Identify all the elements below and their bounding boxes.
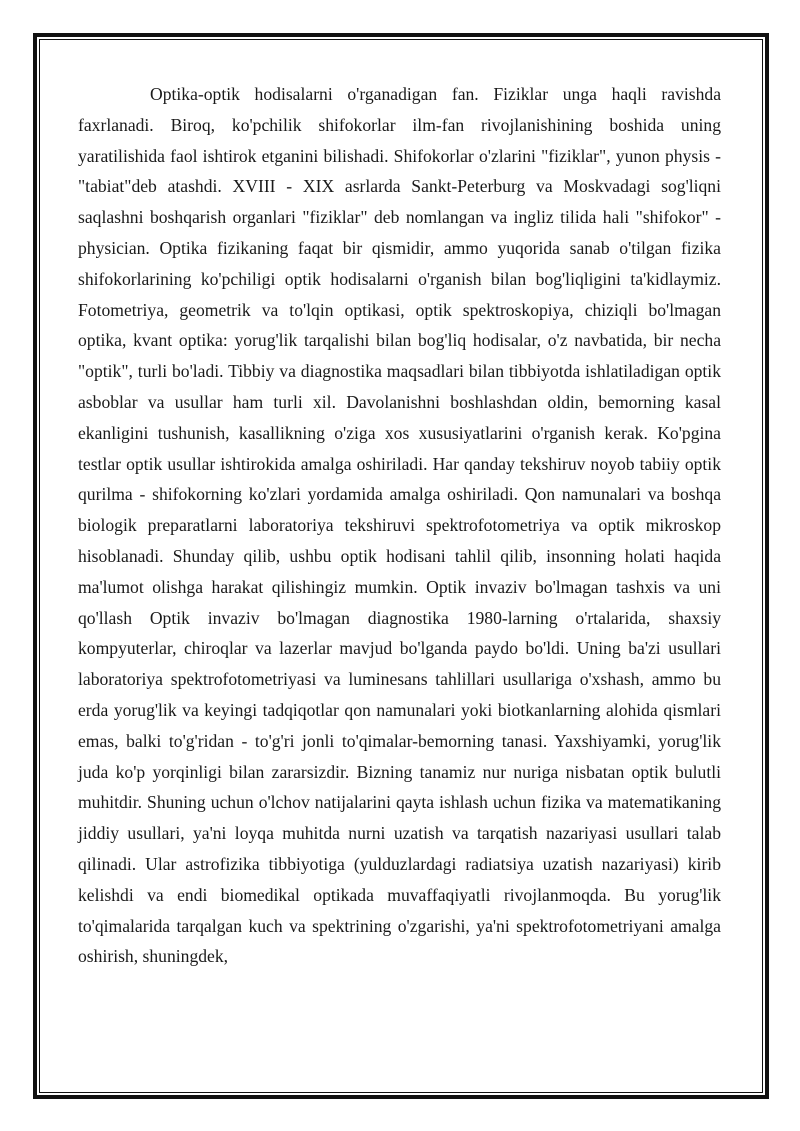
body-paragraph: Optika-optik hodisalarni o'rganadigan fan. Fiziklar unga haqli ravishda faxrlanadi. Biroq, ko'pchilik shifokorlar ilm-fan rivojlanishining boshida uning yaratilishida faol ishtirok etganini bilishadi. Shifokorlar o'zlarini "fiziklar", yunon physis - "tabiat"deb atashdi. XVIII - XIX asrlarda Sankt-Peterburg va Moskvadagi sog'liqni saqlashni boshqarish organlari "fiziklar" deb nomlangan va ingliz tilida hali "shifokor" - physician. Optika fizikaning faqat bir qismidir, ammo yuqorida sanab o'tilgan fizika shifokorlarining ko'pchiligi optik hodisalarni o'rganish bilan bog'liqligini ta'kidlaymiz. Fotometriya, geometrik va to'lqin optikasi, optik spektroskopiya, chiziqli bo'lmagan optika, kvant optika: yorug'lik tarqalishi bilan bog'liq hodisalar, o'z navbatida, bir necha "optik", turli bo'ladi. Tibbiy va diagnostika maqsadlari bilan tibbiyotda ishlatiladigan optik asboblar va usullar ham turli xil. Davolanishni boshlashdan oldin, bemorning kasal ekanligini tushunish, kasallikning o'ziga xos xususiyatlarini o'rganish kerak. Ko'pgina testlar optik usullar ishtirokida amalga oshiriladi. Har qanday tekshiruv noyob tabiiy optik qurilma - shifokorning ko'zlari yordamida amalga oshiriladi. Qon namunalari va boshqa biologik preparatlarni laboratoriya tekshiruvi spektrofotometriya va optik mikroskop hisoblanadi. Shunday qilib, ushbu optik hodisani tahlil qilib, insonning holati haqida ma'lumot olishga harakat qilishingiz mumkin. Optik invaziv bo'lmagan tashxis va uni qo'llash Optik invaziv bo'lmagan diagnostika 1980-larning o'rtalarida, shaxsiy kompyuterlar, chiroqlar va lazerlar mavjud bo'lganda paydo bo'ldi. Uning ba'zi usullari laboratoriya spektrofotometriyasi va luminesans tahlillari usullariga o'xshash, ammo bu erda yorug'lik va keyingi tadqiqotlar qon namunalari yoki biotkanlarning alohida qismlari emas, balki to'g'ridan - to'g'ri jonli to'qimalar-bemorning tanasi. Yaxshiyamki, yorug'lik juda ko'p yorqinligi bilan zararsizdir. Bizning tanamiz nur nuriga nisbatan optik bulutli muhitdir. Shuning uchun o'lchov natijalarini qayta ishlash uchun fizika va matematikaning jiddiy usullari, ya'ni loyqa muhitda nurni uzatish va tarqatish nazariyasi usullari talab qilinadi. Ular astrofizika tibbiyotiga (yulduzlardagi radiatsiya uzatish nazariyasi) kirib kelishdi va endi biomedikal optikada muvaffaqiyatli rivojlanmoqda. Bu yorug'lik to'qimalarida tarqalgan kuch va spektrining o'zgarishi, ya'ni spektrofotometriyani amalga oshirish, shuningdek, [78, 84, 721, 967]
page-content [78, 79, 721, 972]
page-border [33, 33, 769, 1099]
